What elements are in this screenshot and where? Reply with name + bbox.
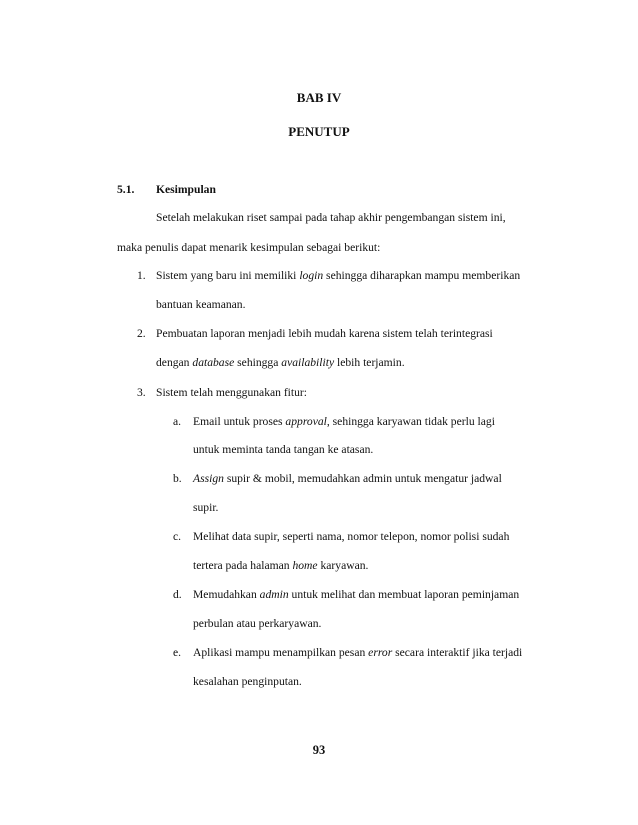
list-item-marker: 2.: [137, 327, 146, 340]
section-title: Kesimpulan: [156, 183, 216, 196]
sublist-item-a-line-2: untuk meminta tanda tangan ke atasan.: [193, 443, 374, 456]
sublist-item-c-line-2: tertera pada halaman home karyawan.: [193, 559, 369, 572]
list-item-3-line-1: Sistem telah menggunakan fitur:: [156, 386, 308, 399]
chapter-title: BAB IV: [296, 90, 342, 105]
list-item-marker: 1.: [137, 269, 146, 282]
sublist-item-marker: e.: [173, 646, 182, 659]
section-number: 5.1.: [117, 183, 135, 196]
sublist-item-b-line-1: Assign supir & mobil, memudahkan admin untuk mengatur jadwal: [193, 472, 502, 485]
intro-line-2: maka penulis dapat menarik kesimpulan sebagai berikut:: [117, 241, 381, 254]
page-number: 93: [312, 743, 326, 757]
sublist-item-a-line-1: Email untuk proses approval, sehingga karyawan tidak perlu lagi: [193, 415, 495, 428]
sublist-item-d-line-1: Memudahkan admin untuk melihat dan membuat laporan peminjaman: [193, 588, 520, 601]
list-item-1-line-2: bantuan keamanan.: [156, 298, 246, 311]
sublist-item-marker: a.: [173, 415, 182, 428]
list-item-marker: 3.: [137, 386, 146, 399]
sublist-item-c-line-1: Melihat data supir, seperti nama, nomor telepon, nomor polisi sudah: [193, 530, 510, 543]
chapter-subtitle: PENUTUP: [288, 124, 350, 139]
list-item-1-line-1: Sistem yang baru ini memiliki login sehingga diharapkan mampu memberikan: [156, 269, 521, 282]
sublist-item-marker: b.: [173, 472, 182, 485]
sublist-item-marker: c.: [173, 530, 182, 543]
sublist-item-d-line-2: perbulan atau perkaryawan.: [193, 617, 322, 630]
list-item-2-line-2: dengan database sehingga availability lebih terjamin.: [156, 356, 405, 369]
sublist-item-marker: d.: [173, 588, 182, 601]
sublist-item-b-line-2: supir.: [193, 501, 219, 514]
intro-line-1: Setelah melakukan riset sampai pada tahap akhir pengembangan sistem ini,: [156, 211, 506, 224]
list-item-2-line-1: Pembuatan laporan menjadi lebih mudah karena sistem telah terintegrasi: [156, 327, 493, 340]
sublist-item-e-line-1: Aplikasi mampu menampilkan pesan error secara interaktif jika terjadi: [193, 646, 523, 659]
sublist-item-e-line-2: kesalahan penginputan.: [193, 675, 302, 688]
